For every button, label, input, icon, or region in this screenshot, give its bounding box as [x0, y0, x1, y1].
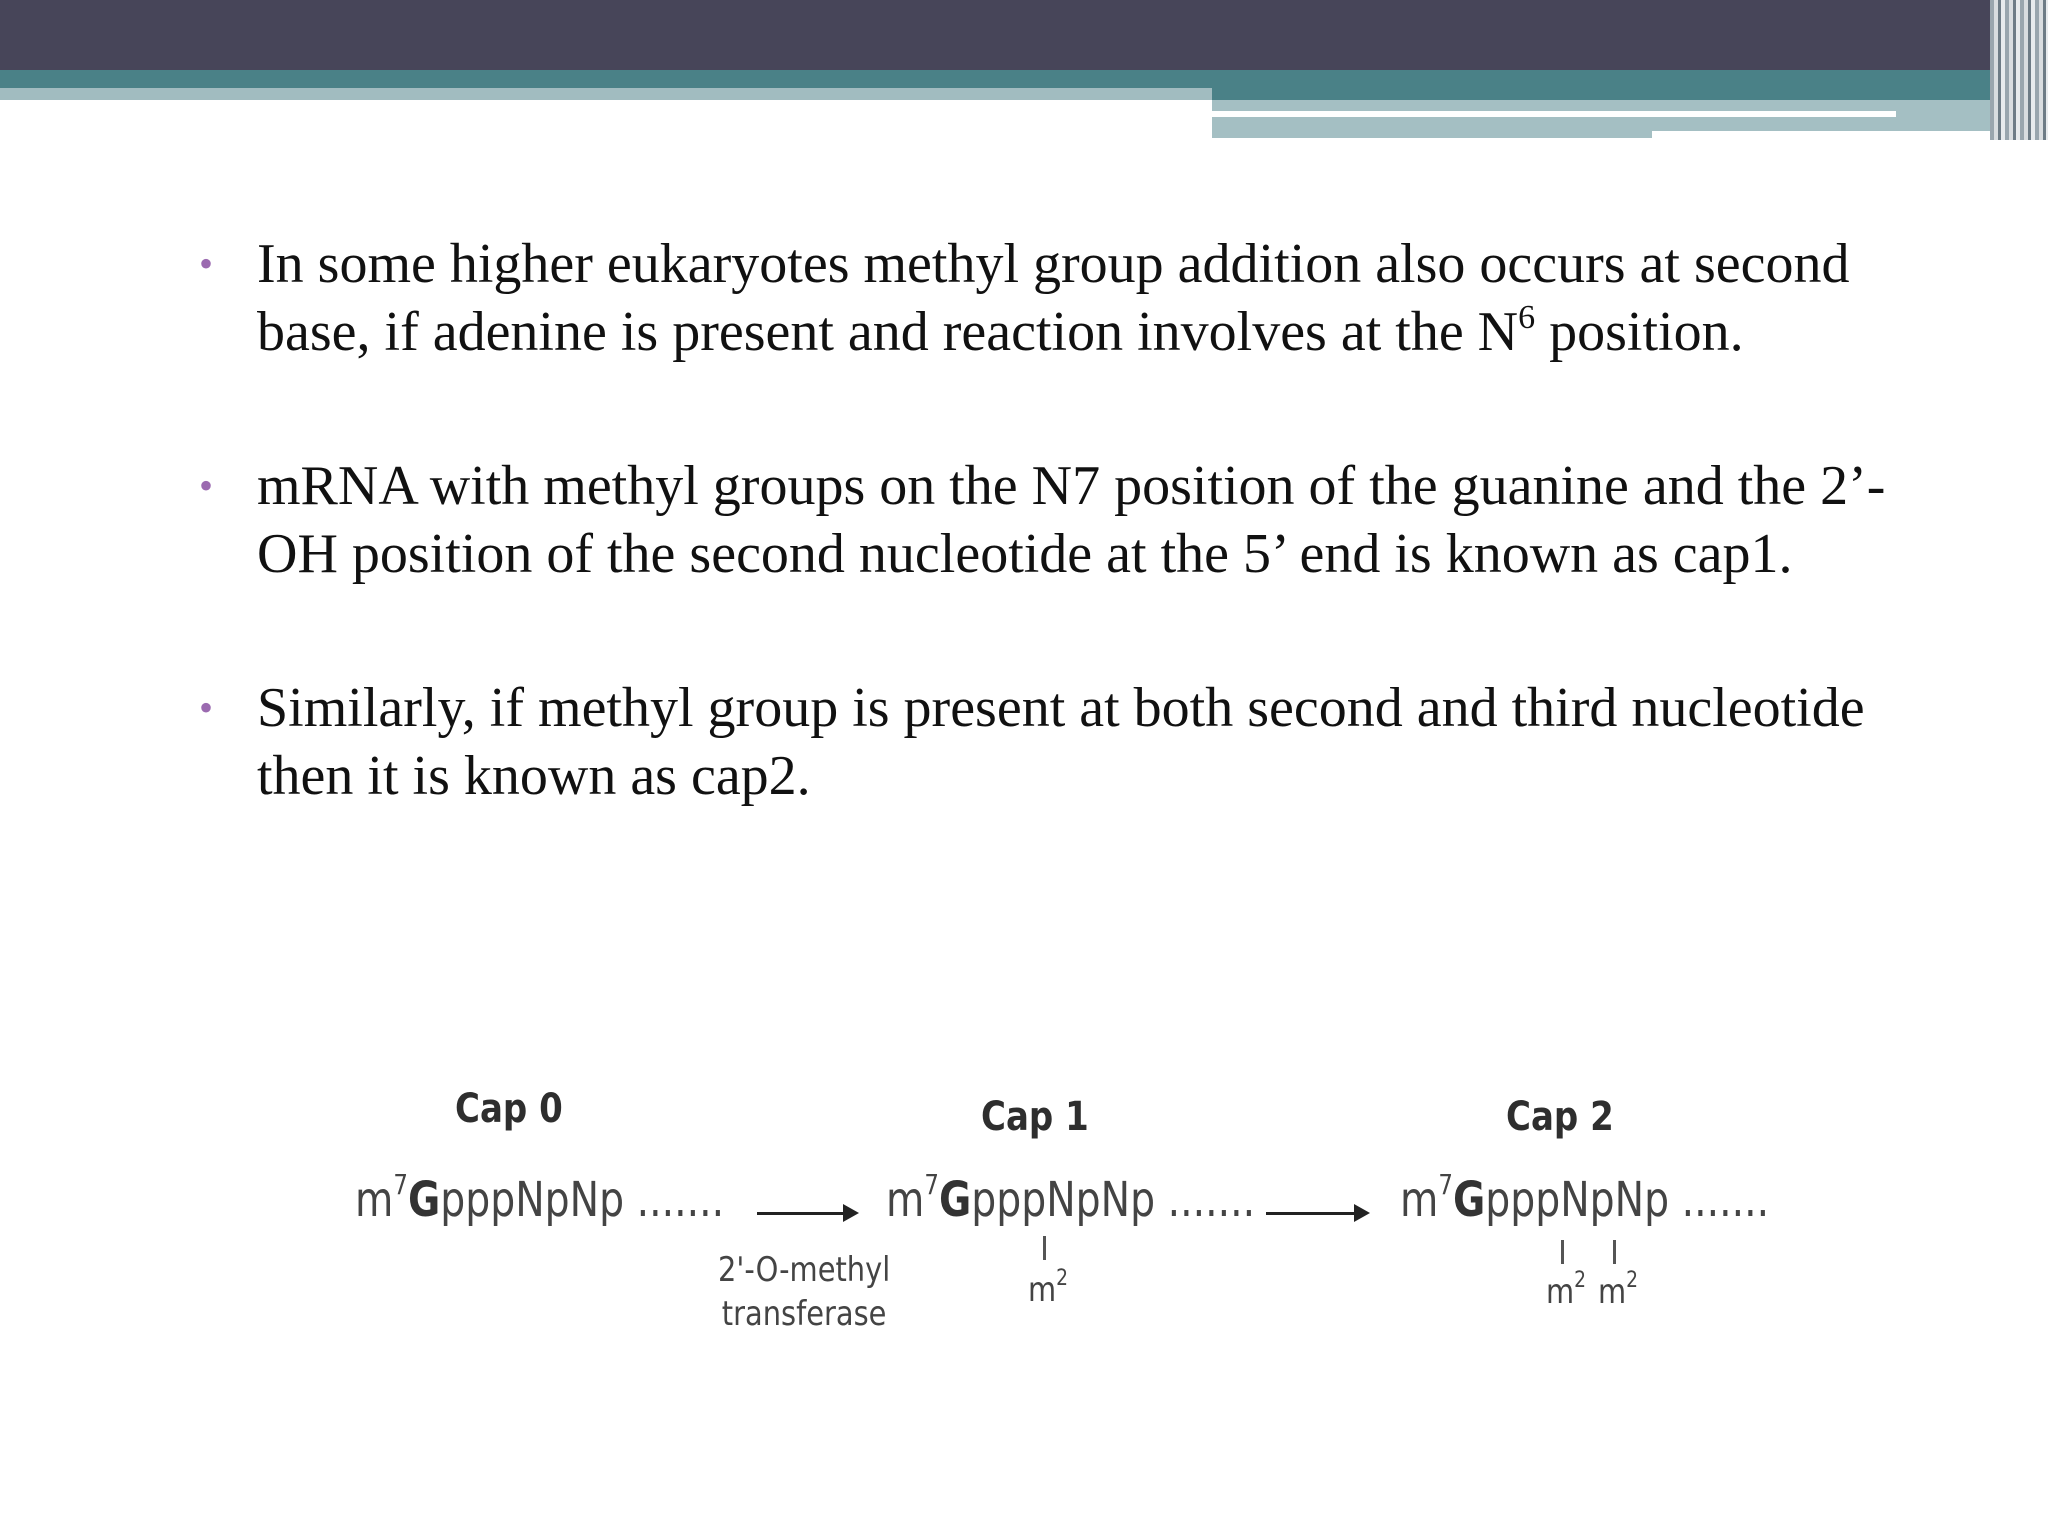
cap2-methyl-bond-2: [1613, 1240, 1616, 1264]
cap0-formula: $m^7GpppNpNp$ .......: [355, 1168, 725, 1228]
arrow-line-2: [1266, 1212, 1358, 1215]
bullet-text-2: mRNA with methyl groups on the N7 position of the guanine and the 2’-OH position of the second nucleotide at the 5’ end is known as cap1.: [257, 455, 1886, 585]
bullet-list: [195, 230, 1895, 810]
cap1-methyl-bond: [1043, 1236, 1046, 1260]
arrow-head-1: [843, 1204, 859, 1222]
bullet-marker: •: [199, 241, 214, 286]
cap1-methyl-label: $m^2$: [1028, 1266, 1069, 1310]
bullet-item-2: [195, 452, 1895, 588]
arrow-line-1: [757, 1212, 847, 1215]
header-band-teal-right: [1212, 88, 2048, 100]
header-divider-gap: [1652, 131, 2007, 141]
cap1-title: Cap 1: [981, 1094, 1089, 1140]
bullet-superscript: 6: [1518, 299, 1536, 336]
cap0-title: Cap 0: [455, 1086, 563, 1132]
cap2-methyl-label-1: $m^2$: [1546, 1268, 1587, 1312]
bullet-marker: •: [199, 463, 214, 508]
enzyme-label: [718, 1248, 890, 1336]
header-band-light: [0, 88, 1212, 100]
bullet-text-3: Similarly, if methyl group is present at both second and third nucleotide then it is known as cap2.: [257, 677, 1865, 807]
arrow-head-2: [1354, 1204, 1370, 1222]
bullet-text-1: In some higher eukaryotes methyl group addition also occurs at second base, if adenine is present and reaction involves at the N: [257, 233, 1850, 363]
cap2-formula: $m^7GpppNpNp$ .......: [1400, 1168, 1770, 1228]
bullet-marker: •: [199, 685, 214, 730]
cap2-title: Cap 2: [1506, 1094, 1614, 1140]
cap1-formula: $m^7GpppNpNp$ .......: [886, 1168, 1256, 1228]
bullet-item-1: [195, 230, 1895, 366]
bullet-item-3: [195, 674, 1895, 810]
header-band-teal: [0, 70, 2048, 88]
cap2-methyl-bond-1: [1561, 1240, 1564, 1264]
header-band-dark: [0, 0, 2048, 70]
bullet-text-1-tail: position.: [1535, 301, 1744, 363]
cap2-methyl-label-2: $m^2$: [1598, 1268, 1639, 1312]
header-divider-line: [1212, 111, 1896, 117]
enzyme-label-line1: 2'-O-methyl: [718, 1250, 891, 1290]
cap-structures-figure: [0, 1060, 2048, 1410]
header-stripes: [1990, 0, 2048, 140]
enzyme-label-line2: transferase: [721, 1294, 887, 1334]
